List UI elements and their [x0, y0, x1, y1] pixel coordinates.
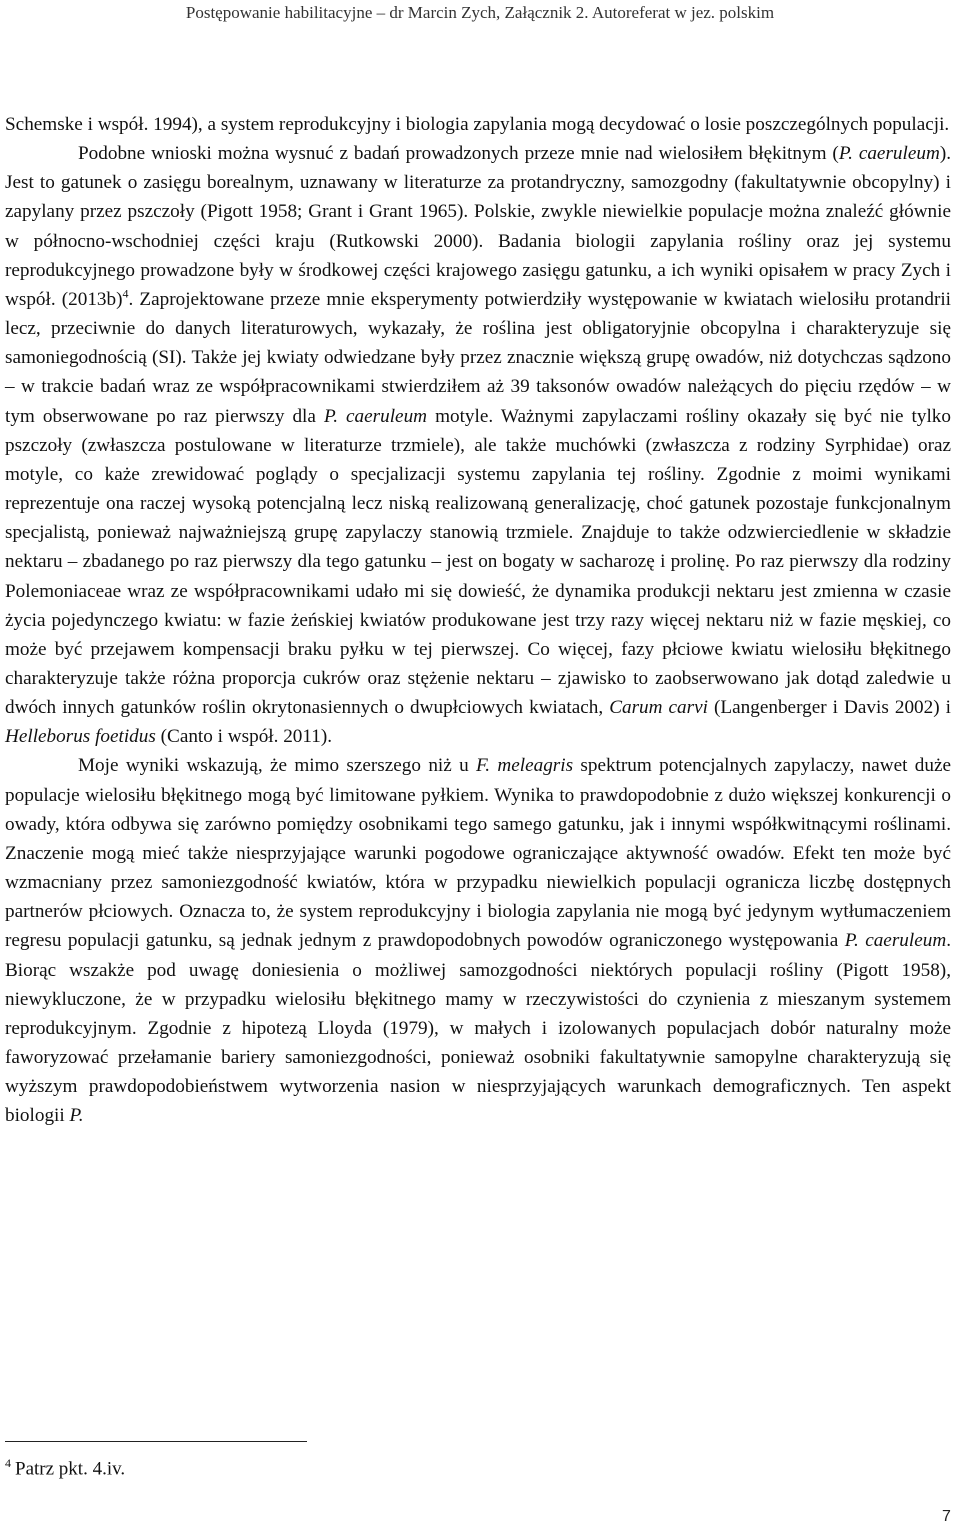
- text-run: ). Jest to gatunek o zasięgu borealnym, uznawany w literaturze za protandryczny, samozgodny (fakultatywnie obcopylny) i zapylany przez pszczoły (Pigott 1958; Grant i Grant 1965). Polskie, zwykle niewielkie populacje można znaleźć głównie w północno-wschodniej części kraju (Rutkowski 2000). Badania biologii zapylania rośliny oraz jej systemu reprodukcyjnego prowadzone były w środkowej części krajowego zasięgu gatunku, a ich wyniki opisałem w pracy Zych i współ. (2013b): [5, 143, 951, 310]
- footnote-text: Patrz pkt. 4.iv.: [15, 1458, 126, 1480]
- paragraph-2: [5, 139, 951, 751]
- text-run: (Canto i współ. 2011).: [155, 726, 333, 748]
- species-name: Helleborus foetidus: [5, 726, 156, 748]
- species-name: P.: [69, 1105, 84, 1127]
- text-run: Moje wyniki wskazują, że mimo szerszego niż u: [78, 755, 477, 777]
- text-run: motyle. Ważnymi zapylaczami rośliny okazały się być nie tylko pszczoły (zwłaszcza postulowane w literaturze trzmiele), ale także muchówki (zwłaszcza z rodziny Syrphidae) oraz motyle, co każe zrewidować poglądy o specjalizacji systemu zapylania tej rośliny. Zgodnie z moimi wynikami reprezentuje ona raczej wysoką potencjalną lecz niską realizowaną generalizację, choć gatunek pozostaje funkcjonalnym specjalistą, ponieważ najważniejszą grupę zapylaczy stanowią trzmiele. Znajduje to także odzwierciedlenie w składzie nektaru – zbadanego po raz pierwszy dla tego gatunku – jest on bogaty w sacharozę i prolinę. Po raz pierwszy dla rodziny Polemoniaceae wraz ze współpracownikami udało mi się dowieść, że dynamika produkcji nektaru jest zmienna w czasie życia pojedynczego kwiatu: w fazie żeńskiej kwiatów produkowane jest trzy razy więcej nektaru niż w fazie męskiej, co może być przejawem kompensacji braku pyłku w tej pierwszej. Co więcej, fazy płciowe kwiatu wielosiłu błękitnego charakteryzuje także różna proporcja cukrów oraz stężenie nektaru – zjawisko to zaobserwowano jak dotąd zaledwie u dwóch innych gatunków roślin okrytonasiennych o dwupłciowych kwiatach,: [5, 405, 951, 719]
- page-number: 7: [942, 1508, 951, 1525]
- species-name: P. caeruleum: [323, 405, 428, 427]
- species-name: P. caeruleum: [844, 930, 947, 952]
- main-text: [5, 110, 951, 1130]
- footnote-divider: [5, 1441, 307, 1442]
- text-run: . Biorąc wszakże pod uwagę doniesienia o możliwej samozgodności niektórych populacji rośliny (Pigott 1958), niewykluczone, że w przypadku wielosiłu błękitnego mamy w rzeczywistości do czynienia z mieszanym systemem reprodukcyjnym. Zgodnie z hipotezą Lloyda (1979), w małych i izolowanych populacjach dobór naturalny może faworyzować przełamanie bariery samoniezgodności, ponieważ osobniki fakultatywnie samopylne charakteryzują się wyższym prawdopodobieństwem wytworzenia nasion w niesprzyjających warunkach demograficznych. Ten aspekt biologii: [5, 930, 951, 1127]
- paragraph-1: Schemske i współ. 1994), a system reprodukcyjny i biologia zapylania mogą decydować o losie poszczególnych populacji.: [5, 114, 950, 135]
- species-name: Carum carvi: [609, 697, 708, 719]
- text-run: Podobne wnioski można wysnuć z badań prowadzonych przeze mnie nad wielosiłem błękitnym (: [78, 143, 839, 165]
- text-run: spektrum potencjalnych zapylaczy, nawet duże populacje wielosiłu błękitnego mogą być limitowane pyłkiem. Wynika to prawdopodobnie z dużo większej konkurencji o owady, która odbywa się zarówno pomiędzy osobnikami tego samego gatunku, jak i innymi współkwitnącymi roślinami. Znaczenie mogą mieć także niesprzyjające warunki pogodowe ograniczające aktywność owadów. Efekt ten może być wzmacniany przez samoniezgodność kwiatów, która w przypadku niewielkich populacji ogranicza liczbę dostępnych partnerów płciowych. Oznacza to, że system reprodukcyjny i biologia zapylania nie mogą być jedynym wytłumaczeniem regresu populacji gatunku, są jednak jednym z prawdopodobnych powodów ograniczonego występowania: [5, 755, 951, 952]
- running-header: Postępowanie habilitacyjne – dr Marcin Zych, Załącznik 2. Autoreferat w jez. polskim: [185, 3, 775, 22]
- text-run: . Zaprojektowane przeze mnie eksperymenty potwierdziły występowanie w kwiatach wielosiłu protandrii lecz, przeciwnie do danych literaturowych, wykazały, że roślina jest obligatoryjnie obcopylna i charakteryzuje się samoniegodnością (SI). Także jej kwiaty odwiedzane były przez znacznie większą grupę owadów, niż dotychczas sądzono – w trakcie badań wraz ze współpracownikami stwierdziłem aż 39 taksonów owadów należących do pięciu rzędów – w tym obserwowane po raz pierwszy dla: [5, 288, 951, 427]
- footnote-number: 4: [5, 1456, 11, 1470]
- species-name: F. meleagris: [476, 755, 574, 777]
- species-name: P. caeruleum: [838, 143, 940, 165]
- footnote-reference: 4: [122, 286, 129, 301]
- footnote: [5, 1456, 125, 1480]
- text-run: (Langenberger i Davis 2002) i: [707, 697, 951, 719]
- paragraph-3: [5, 751, 951, 1130]
